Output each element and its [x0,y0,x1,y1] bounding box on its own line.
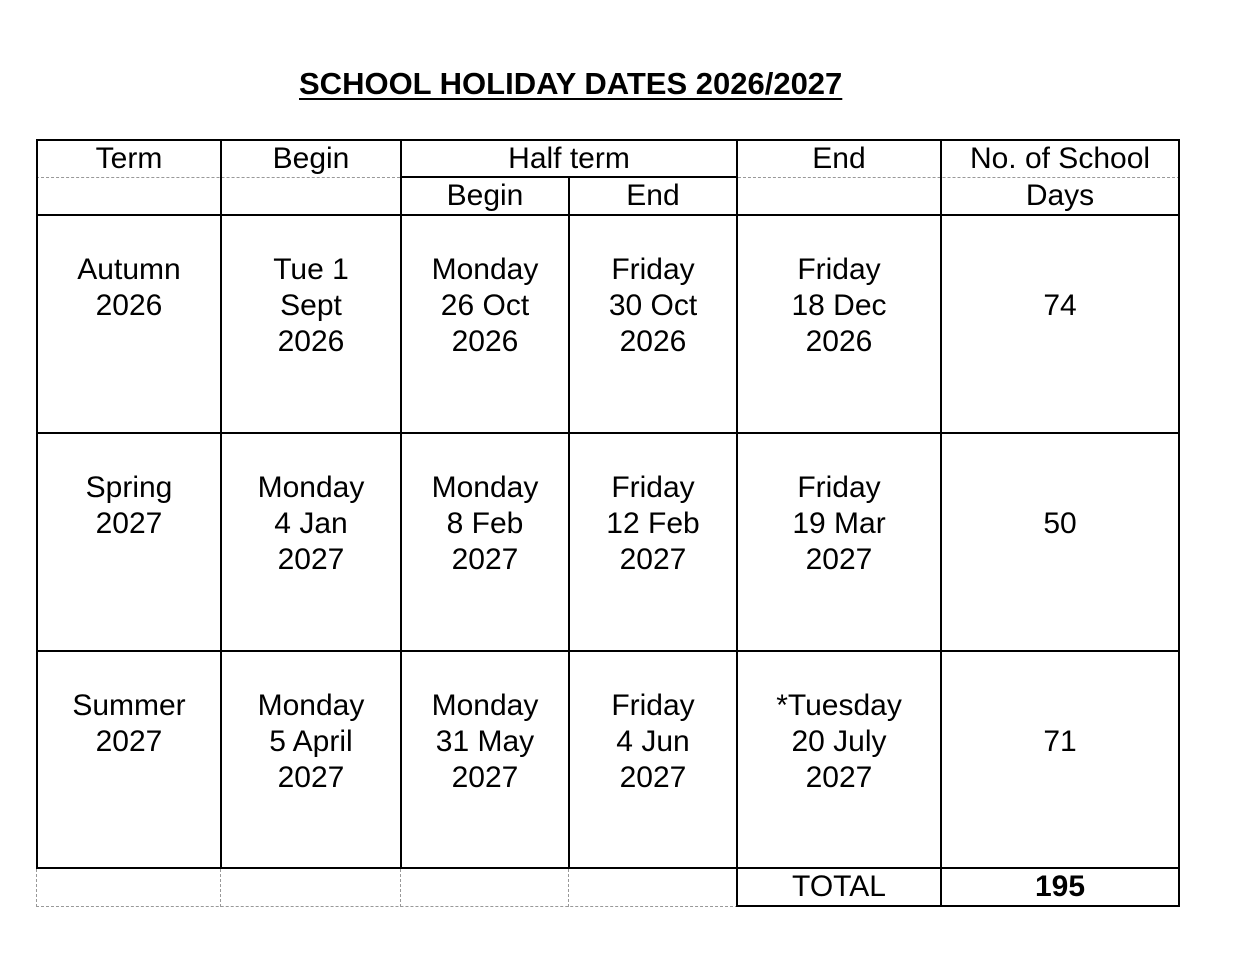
table-cell-begin: Monday 4 Jan 2027 [257,471,365,576]
table-cell-half-begin: Monday 31 May 2027 [431,689,539,794]
total-row-bottom-border [736,905,1180,907]
header-half-term-begin: Begin [446,179,524,212]
header-school-days: No. of School [969,142,1151,175]
header-begin: Begin [272,142,350,175]
header-half-term-end: End [626,179,680,212]
table-cell-begin: Tue 1 Sept 2026 [273,253,349,358]
table-cell-begin: Monday 5 April 2027 [257,689,365,794]
table-cell-half-begin: Monday 8 Feb 2027 [431,471,539,576]
table-cell-half-end: Friday 12 Feb 2027 [606,471,700,576]
table-cell-end: Friday 18 Dec 2026 [791,253,887,358]
total-row-dashed-divider [400,869,401,907]
table-cell-half-begin: Monday 26 Oct 2026 [431,253,539,358]
table-cell-days: 71 [1043,725,1077,758]
total-row-dashed-bottom [36,906,738,907]
table-cell-days: 74 [1043,289,1077,322]
total-row-dashed-divider [36,869,37,907]
header-term: Term [95,142,163,175]
table-right-border [1178,139,1180,907]
total-row-dashed-divider [568,869,569,907]
header-school-days-line2: Days [1025,179,1095,212]
total-value: 195 [1034,870,1086,903]
total-label: TOTAL [792,870,886,903]
total-row-dashed-divider [220,869,221,907]
header-divider [36,177,400,178]
table-cell-days: 50 [1043,507,1077,540]
table-cell-half-end: Friday 4 Jun 2027 [611,689,695,794]
table-cell-term: Summer 2027 [72,689,186,758]
table-cell-half-end: Friday 30 Oct 2026 [608,253,698,358]
header-end: End [812,142,866,175]
table-cell-end: Friday 19 Mar 2027 [792,471,886,576]
page-title: SCHOOL HOLIDAY DATES 2026/2027 [299,66,843,101]
table-cell-term: Spring 2027 [85,471,173,540]
table-cell-end: *Tuesday 20 July 2027 [776,689,902,794]
header-half-term: Half term [508,141,630,175]
table-cell-term: Autumn 2026 [77,253,181,322]
